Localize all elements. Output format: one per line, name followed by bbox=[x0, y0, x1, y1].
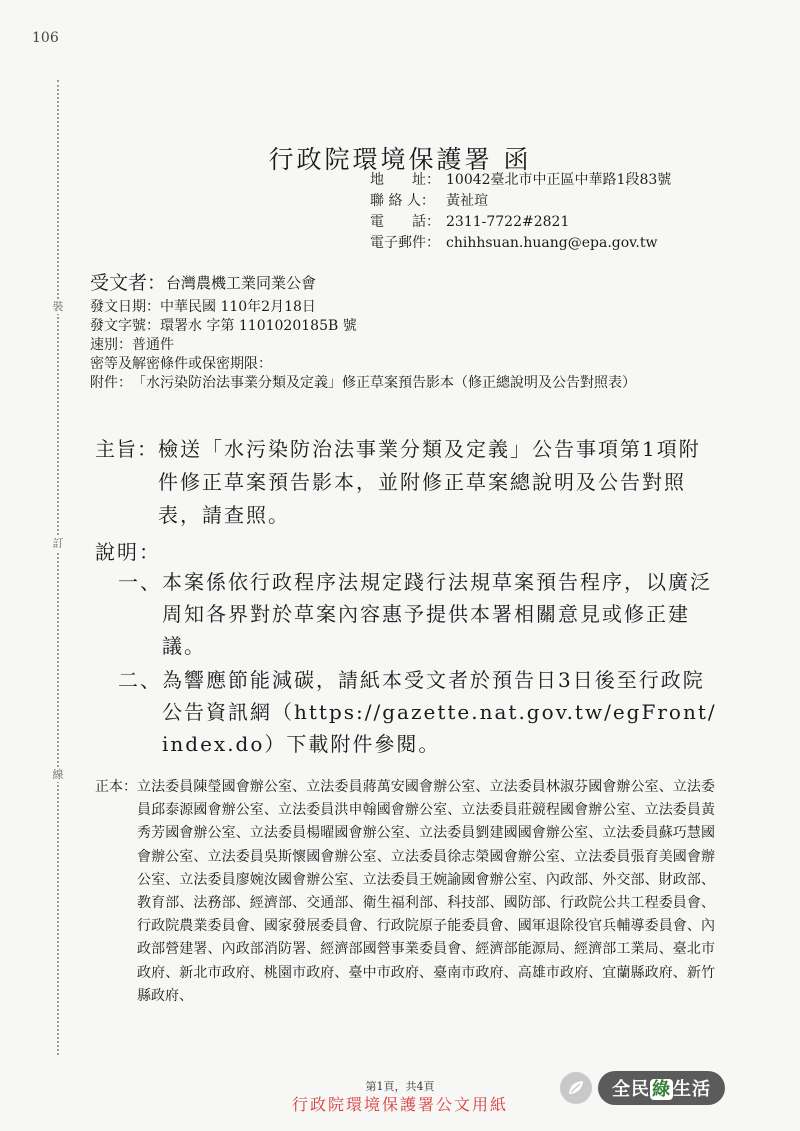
binding-mark-zhuang: 裝 bbox=[50, 300, 66, 314]
contact-address bbox=[370, 170, 671, 191]
footer-paper-title: 行政院環境保護署公文用紙 bbox=[291, 1095, 508, 1114]
contact-block bbox=[370, 170, 671, 254]
item-number: 一、 bbox=[118, 570, 162, 594]
cc-section bbox=[95, 776, 715, 1008]
subject-text: 檢送「水污染防治法事業分類及定義」公告事項第1項附件修正草案預告影本，並附修正草案總說明及公告對照表，請查照。 bbox=[158, 437, 701, 527]
document-meta bbox=[90, 270, 730, 393]
attachment-value: 「水污染防治法事業分類及定義」修正草案預告影本（修正總說明及公告對照表） bbox=[132, 375, 636, 391]
subject-section bbox=[95, 433, 720, 532]
page-number: 106 bbox=[32, 30, 59, 46]
contact-label: 電 話： bbox=[370, 214, 440, 230]
docno-row bbox=[90, 317, 730, 336]
contact-value: 2311-7722#2821 bbox=[446, 214, 570, 230]
recipient-label: 受文者： bbox=[90, 272, 167, 294]
contact-value: 10042臺北市中正區中華路1段83號 bbox=[446, 172, 672, 188]
date-label: 發文日期： bbox=[90, 299, 160, 315]
secret-row bbox=[90, 355, 730, 374]
binding-mark-ding: 訂 bbox=[50, 537, 66, 551]
speed-label: 速別： bbox=[90, 337, 132, 353]
contact-label: 聯 絡 人： bbox=[370, 193, 435, 209]
watermark-text bbox=[598, 1071, 725, 1105]
document-title: 行政院環境保護署 函 bbox=[268, 145, 532, 174]
contact-value: chihhsuan.huang@epa.gov.tw bbox=[446, 235, 658, 251]
leaf-icon bbox=[560, 1072, 592, 1104]
explanation-item bbox=[118, 566, 718, 662]
cc-label: 正本： bbox=[95, 779, 137, 795]
contact-label: 地 址： bbox=[370, 172, 440, 188]
binding-line bbox=[57, 80, 59, 1055]
contact-email bbox=[370, 233, 671, 254]
watermark-suffix: 生活 bbox=[673, 1079, 711, 1100]
speed-value: 普通件 bbox=[132, 337, 174, 353]
attachment-row bbox=[90, 374, 730, 393]
date-value: 中華民國 110年2月18日 bbox=[160, 299, 316, 315]
item-number: 二、 bbox=[118, 668, 162, 692]
watermark-logo bbox=[560, 1070, 725, 1106]
date-row bbox=[90, 298, 730, 317]
speed-row bbox=[90, 336, 730, 355]
contact-person bbox=[370, 191, 671, 212]
footer-page-count: 第1頁，共4頁 bbox=[365, 1080, 435, 1093]
contact-phone bbox=[370, 212, 671, 233]
item-text: 本案係依行政程序法規定踐行法規草案預告程序，以廣泛周知各界對於草案內容惠予提供本署相關意見或修正建議。 bbox=[162, 570, 712, 658]
subject-label: 主旨： bbox=[95, 437, 158, 461]
secret-label: 密等及解密條件或保密期限： bbox=[90, 356, 272, 372]
recipient-row bbox=[90, 270, 730, 296]
contact-value: 黃祉瑄 bbox=[446, 193, 488, 209]
explanation-label: 說明： bbox=[95, 540, 161, 564]
contact-label: 電子郵件： bbox=[370, 235, 440, 251]
watermark-prefix: 全民 bbox=[612, 1079, 650, 1100]
cc-text: 立法委員陳瑩國會辦公室、立法委員蔣萬安國會辦公室、立法委員林淑芬國會辦公室、立法委員邱泰源國會辦公室、立法委員洪申翰國會辦公室、立法委員莊競程國會辦公室、立法委員黃秀芳國會辦公室、立法委員楊曜國會辦公室、立法委員劉建國國會辦公室、立法委員蘇巧慧國會辦公室、立法委員吳斯懷國會辦公室、立法委員徐志榮國會辦公室、立法委員張育美國會辦公室、立法委員廖婉汝國會辦公室、立法委員王婉諭國會辦公室、內政部、外交部、財政部、教育部、法務部、經濟部、交通部、衛生福利部、科技部、國防部、行政院公共工程委員會、行政院農業委員會、國家發展委員會、行政院原子能委員會、國軍退除役官兵輔導委員會、內政部營建署、內政部消防署、經濟部國營事業委員會、經濟部能源局、經濟部工業局、臺北市政府、新北市政府、桃園市政府、臺中市政府、臺南市政府、高雄市政府、宜蘭縣政府、新竹縣政府、 bbox=[137, 779, 715, 1004]
attachment-label: 附件： bbox=[90, 375, 132, 391]
watermark-highlight: 綠 bbox=[652, 1079, 671, 1100]
explanation-item bbox=[118, 664, 718, 760]
binding-mark-xian: 線 bbox=[50, 768, 66, 782]
docno-value: 環署水 字第 1101020185B 號 bbox=[160, 318, 357, 334]
item-text: 為響應節能減碳，請紙本受文者於預告日3日後至行政院公告資訊網（https://gazette.nat.gov.tw/egFront/index.do）下載附件參閱。 bbox=[162, 668, 717, 756]
recipient-value: 台灣農機工業同業公會 bbox=[166, 274, 317, 292]
docno-label: 發文字號： bbox=[90, 318, 160, 334]
